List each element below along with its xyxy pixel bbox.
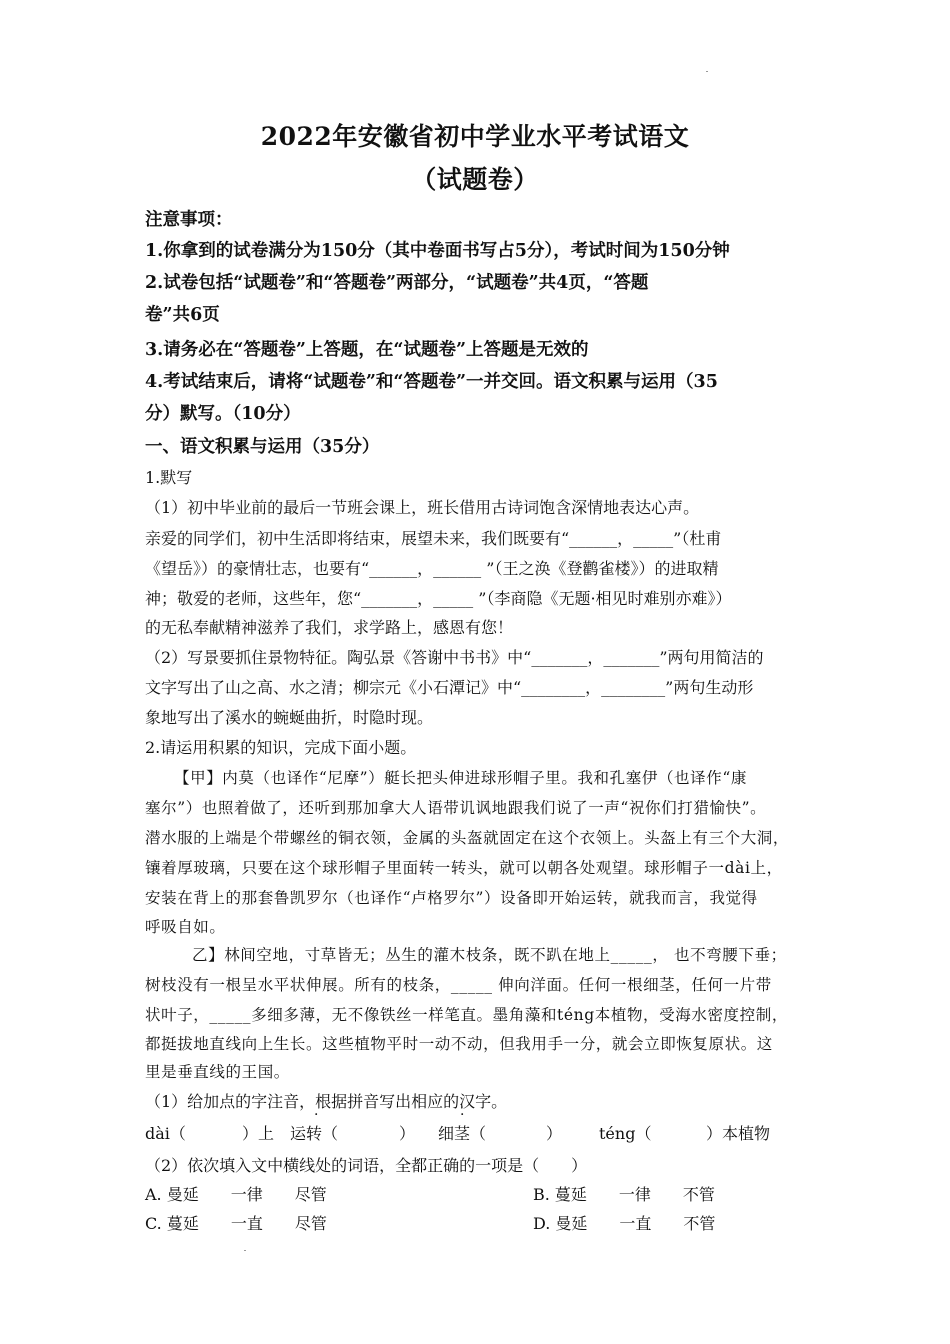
notice-line: 2.试卷包括“试题卷”和“答题卷”两部分，“试题卷”共4页，“答题 [145,273,649,293]
option-d: D. 曼延 一直 不管 [533,1214,716,1233]
sub-question-1: （1）给加点的字注音，根据拼音写出相应的汉字。 [145,1092,508,1111]
passage-jia-line: 【甲】内莫（也译作“尼摩”）艇长把头伸进球形帽子里。我和孔塞伊（也译作“康 [174,769,747,787]
passage-jia-line: 安装在背上的那套鲁凯罗尔（也译作“卢格罗尔”）设备即开始运转，就我而言，我觉得 [145,889,758,907]
emphasis-dot-icon: · [314,1107,319,1123]
question-text: 神；敬爱的老师，这些年，您“_______，_____ ”（李商隐《无题·相见时难别亦难》） [145,589,732,608]
scan-speck [706,71,708,72]
notice-line: 1.你拿到的试卷满分为150分（其中卷面书写占5分），考试时间为150分钟 [145,241,730,261]
dotted-xijing [438,1121,486,1144]
sub-question-2: （2）依次填入文中横线处的词语，全都正确的一项是（ ） [145,1156,588,1175]
question-text: 的无私奉献精神滋养了我们，求学路上，感恩有您！ [145,618,514,637]
question-label: 2.请运用积累的知识，完成下面小题。 [145,738,417,757]
pinyin-dai-open: dài（ [145,1124,186,1143]
question-text: 亲爱的同学们，初中生活即将结束，展望未来，我们既要有“______，_____”（杜甫 [145,529,722,548]
passage-jia-line: 塞尔”）也照着做了，还听到那加拿大人语带讥讽地跟我们说了一声“祝你们打猎愉快”。 [145,799,767,817]
dotted-char-jing: 细茎（ [438,1124,487,1143]
question-text: 象地写出了溪水的蜿蜒曲折，时隐时现。 [145,708,434,727]
dotted-yunzhuan [290,1121,338,1144]
question-text: （1）初中毕业前的最后一节班会课上，班长借用古诗词饱含深情地表达心声。 [145,498,700,517]
passage-yi-line: 里是垂直线的王国。 [145,1063,290,1081]
option-c: C. 蔓延 一直 尽管 [145,1214,327,1233]
passage-jia-line: 潜水服的上端是个带螺丝的铜衣领，金属的头盔就固定在这个衣领上。头盔上有三个大洞， [145,829,790,847]
question-label: 1.默写 [145,468,193,487]
pinyin-dai-close: ）上 [242,1124,275,1143]
page-title: 2022年安徽省初中学业水平考试语文 [260,122,690,151]
question-text: 文字写出了山之高、水之清；柳宗元《小石潭记》中“________，________”两句生动形 [145,678,754,697]
passage-yi-line: 状叶子，_____多细多薄，无不像铁丝一样笔直。墨角藻和téng本植物，受海水密度控制， [145,1006,788,1024]
page-subtitle: （试题卷） [411,165,539,194]
passage-jia-line: 呼吸自如。 [145,918,226,936]
notice-line: 3.请务必在“答题卷”上答题，在“试题卷”上答题是无效的 [145,340,589,360]
dotted-char-zhuan: 运转（ [290,1124,339,1143]
notice-line: 4.考试结束后，请将“试题卷”和“答题卷”一并交回。语文积累与运用（35 [145,372,718,392]
yunzhuan-close: ） [399,1124,416,1143]
question-text: （2）写景要抓住景物特征。陶弘景《答谢中书书》中“_______，_______”两句用简洁的 [145,648,764,667]
pinyin-teng-close: ）本植物 [706,1124,771,1143]
passage-yi-line: 树枝没有一根呈水平状伸展。所有的枝条，_____ 伸向洋面。任何一根细茎，任何一片带 [145,976,772,994]
option-a: A. 曼延 一律 尽管 [145,1185,327,1204]
passage-yi-line: 乙】林间空地，寸草皆无；丛生的灌木枝条，既不趴在地上_____， 也不弯腰下垂； [192,946,787,964]
section-heading: 一、语文积累与运用（35分） [145,437,380,457]
option-b: B. 蔓延 一律 不管 [533,1185,715,1204]
notice-line: 分）默写。（10分） [145,404,301,424]
xijing-close: ） [546,1124,563,1143]
notice-line: 卷”共6页 [145,305,220,325]
question-text: 《望岳》）的豪情壮志，也要有“______，______ ”（王之涣《登鹳雀楼》）的进取精 [145,559,719,578]
passage-jia-line: 镶着厚玻璃，只要在这个球形帽子里面转一转头，就可以朝各处观望。球形帽子一dài上， [145,859,783,877]
notice-heading: 注意事项： [145,210,233,230]
emphasis-dot-icon: · [460,1107,465,1123]
pinyin-teng-open: téng（ [599,1124,652,1143]
scan-speck [244,1250,246,1251]
passage-yi-line: 都挺拔地直线向上生长。这些植物平时一动不动，但我用手一分，就会立即恢复原状。这 [145,1035,773,1053]
